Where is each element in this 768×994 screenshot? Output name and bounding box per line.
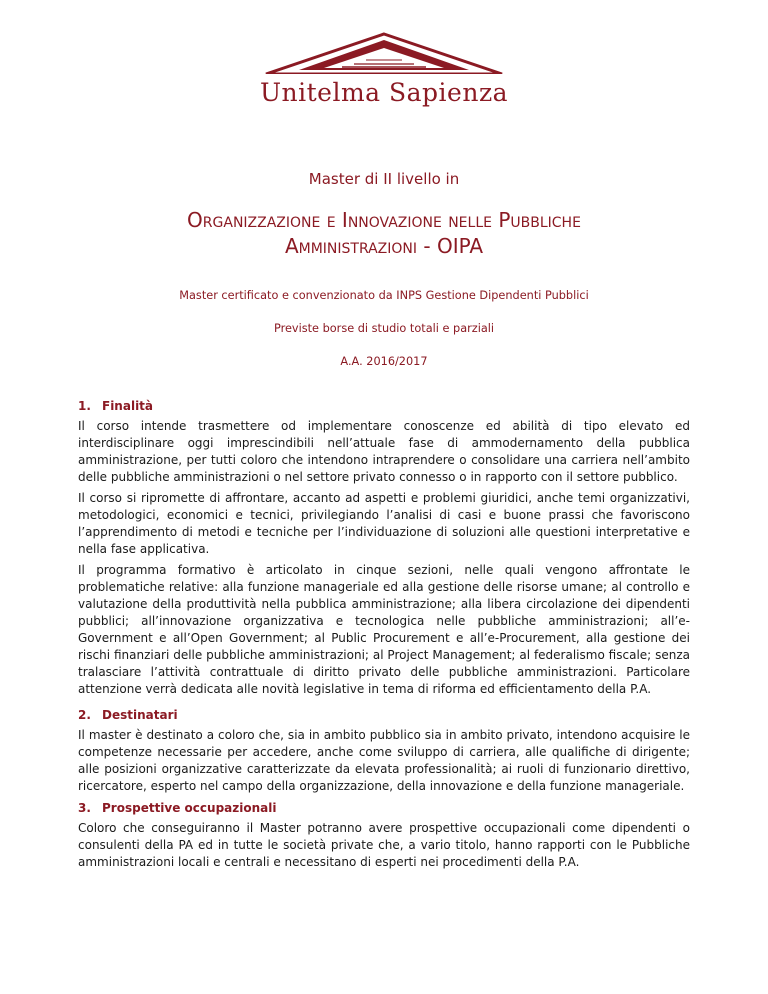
section-paragraph: Coloro che conseguiranno il Master potranno avere prospettive occupazionali come dipendenti o consulenti della PA ed in tutte le società private che, a vario titolo, hanno rapporti con le Pubbliche amministrazioni locali e centrali e necessitano di esperti nei procedimenti della P.A. — [78, 821, 690, 869]
roof-logo-icon — [264, 30, 504, 74]
section-title: Finalità — [102, 399, 154, 413]
certification-note: Master certificato e convenzionato da INPS Gestione Dipendenti Pubblici — [179, 289, 589, 302]
university-logo — [0, 30, 768, 110]
master-title — [0, 207, 768, 259]
section-paragraph: Il corso si ripromette di affrontare, accanto ad aspetti e problemi giuridici, anche temi organizzativi, metodologici, economici e tecnici, privilegiando l’analisi di casi e buone prassi che favoriscono l’apprendimento di metodi e tecniche per l’individuazione di soluzioni alle questioni interpretative e nella fase applicativa. — [78, 491, 690, 556]
section-paragraph: Il corso intende trasmettere od implementare conoscenze ed abilità di tipo elevato ed interdisciplinare oggi imprescindibili nell’attuale fase di ammodernamento della pubblica amministrazione, per tutti coloro che intendono intraprendere o consolidare una carriera nell’ambito delle pubbliche amministrazioni o nel settore privato connesso o in rapporto con il settore pubblico. — [78, 419, 690, 484]
section-title: Prospettive occupazionali — [102, 801, 277, 815]
master-heading: Master di II livello in — [308, 170, 460, 188]
section-heading-prospettive — [78, 801, 276, 815]
master-title-line2: Amministrazioni - OIPA — [284, 234, 484, 258]
section-title: Destinatari — [102, 708, 178, 722]
section-number: 1. — [78, 399, 91, 413]
master-title-line1: Organizzazione e Innovazione nelle Pubbliche — [187, 208, 581, 232]
section-heading-destinatari — [78, 708, 178, 722]
logo-wordmark: Unitelma Sapienza — [259, 78, 509, 107]
section-paragraph: Il master è destinato a coloro che, sia in ambito pubblico sia in ambito privato, intendono acquisire le competenze necessarie per accedere, anche come sviluppo di carriera, alle qualifiche di dirigente; alle posizioni organizzative caratterizzate da elevata professionalità; ai ruoli di funzionario direttivo, ricercatore, esperto nel campo della organizzazione, della innovazione e della funzione manageriale. — [78, 728, 690, 793]
section-paragraph: Il programma formativo è articolato in cinque sezioni, nelle quali vengono affrontate le problematiche relative: alla funzione manageriale ed alla gestione delle risorse umane; al controllo e valutazione della produttività nella pubblica amministrazione; alla libera circolazione dei dipendenti pubblici; all’innovazione organizzativa e tecnologica nelle pubbliche amministrazioni; all’e-Government e all’Open Government; al Public Procurement e all’e-Procurement, alla gestione dei rischi finanziari delle pubbliche amministrazioni; al Project Management; al federalismo fiscale; senza tralasciare l’attività contrattuale di diritto privato delle pubbliche amministrazioni. Particolare attenzione verrà dedicata alle novità legislative in tema di riforma ed efficientamento della P.A. — [78, 563, 690, 696]
academic-year: A.A. 2016/2017 — [340, 355, 428, 368]
section-heading-finalita — [78, 399, 153, 413]
section-number: 2. — [78, 708, 91, 722]
section-number: 3. — [78, 801, 91, 815]
scholarship-note: Previste borse di studio totali e parziali — [273, 322, 495, 335]
